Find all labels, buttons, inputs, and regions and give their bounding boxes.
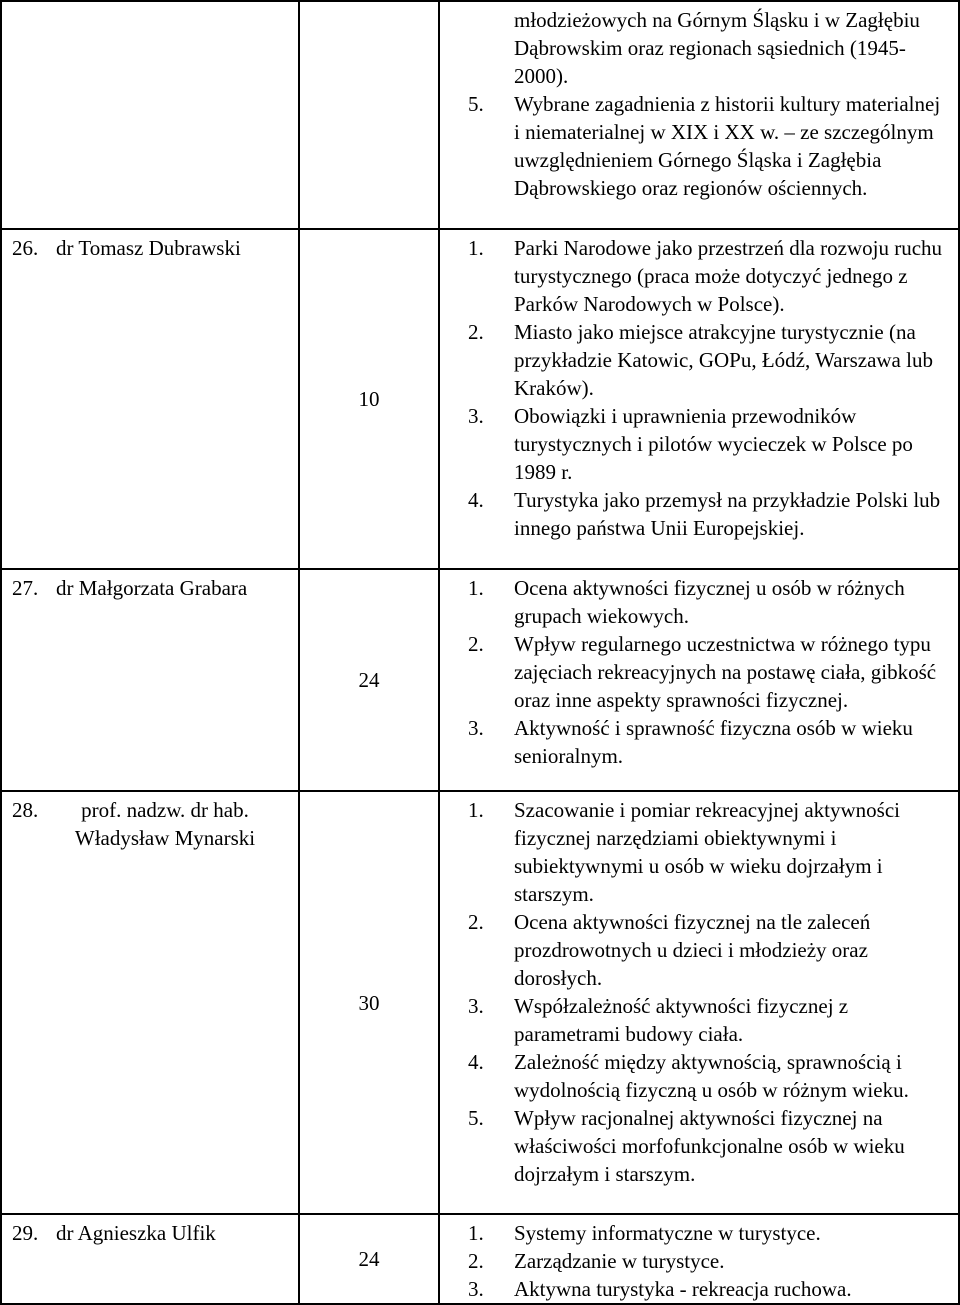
table-row <box>1 229 959 569</box>
topics-cell <box>439 1 959 229</box>
topic-number: 5. <box>468 1106 484 1130</box>
topic-number: 3. <box>468 1277 484 1301</box>
topic-item <box>468 574 950 630</box>
hours-value: 30 <box>358 990 380 1015</box>
supervisor-cell <box>1 229 299 569</box>
topics-cell <box>439 569 959 791</box>
hours-value: 24 <box>358 668 380 692</box>
topic-item <box>468 796 950 908</box>
topic-number: 2. <box>468 910 484 934</box>
topic-text: Wybrane zagadnienia z historii kultury materialnej i niematerialnej w XIX i XX w. – ze szczególnym uwzględnieniem Górnego Śląska i Zagłębia Dąbrowskiego oraz regionów ościennych. <box>514 92 941 200</box>
hours-value: 10 <box>358 387 380 411</box>
topic-item <box>468 1219 950 1247</box>
topic-text: Turystyka jako przemysł na przykładzie Polski lub innego państwa Unii Europejskiej. <box>514 488 941 540</box>
topic-item <box>468 908 950 992</box>
topic-number: 5. <box>468 92 484 116</box>
topic-text: Współzależność aktywności fizycznej z parametrami budowy ciała. <box>514 994 849 1046</box>
hours-value: 24 <box>358 1247 380 1271</box>
topic-text: Szacowanie i pomiar rekreacyjnej aktywności fizycznej narzędziami obiektywnymi i subiektywnymi u osób w wieku dojrzałym i starszym. <box>514 798 901 906</box>
topic-text: Aktywna turystyka - rekreacja ruchowa. <box>514 1277 852 1301</box>
topic-number: 4. <box>468 1050 484 1074</box>
topic-number: 1. <box>468 798 484 822</box>
topic-number: 1. <box>468 576 484 600</box>
supervisor-name: dr Agnieszka Ulfik <box>56 1221 216 1245</box>
topic-text: Obowiązki i uprawnienia przewodników turystycznych i pilotów wycieczek w Polsce po 1989 r. <box>514 404 913 484</box>
topic-continuation: młodzieżowych na Górnym Śląsku i w Zagłębiu Dąbrowskim oraz regionach sąsiednich (1945-2000). <box>514 8 920 88</box>
topic-item <box>468 1048 950 1104</box>
hours-cell <box>299 229 439 569</box>
topic-text: Wpływ racjonalnej aktywności fizycznej na właściwości morfofunkcjonalne osób w wieku dojrzałym i starszym. <box>514 1106 905 1186</box>
topic-text: Systemy informatyczne w turystyce. <box>514 1221 821 1245</box>
topic-number: 1. <box>468 236 484 260</box>
supervisor-cell <box>1 1214 299 1304</box>
row-number: 27. <box>12 576 39 600</box>
supervisor-cell <box>1 1 299 229</box>
topic-item <box>468 486 950 542</box>
topic-text: Ocena aktywności fizycznej u osób w różnych grupach wiekowych. <box>514 576 905 628</box>
row-number: 29. <box>12 1221 39 1245</box>
topic-number: 4. <box>468 488 484 512</box>
table-row <box>1 1214 959 1304</box>
topic-item <box>468 402 950 486</box>
topic-item <box>468 234 950 318</box>
supervisor-cell <box>1 569 299 791</box>
topic-item <box>468 90 950 202</box>
supervisor-cell <box>1 791 299 1214</box>
topic-text: Ocena aktywności fizycznej na tle zaleceń prozdrowotnych u dzieci i młodzieży oraz dorosłych. <box>514 910 871 990</box>
table-row <box>1 791 959 1214</box>
hours-cell <box>299 791 439 1214</box>
topic-text: Zarządzanie w turystyce. <box>514 1249 725 1273</box>
topic-number: 1. <box>468 1221 484 1245</box>
topic-item <box>468 1247 950 1275</box>
topic-item <box>468 992 950 1048</box>
topic-number: 2. <box>468 1249 484 1273</box>
topic-number: 3. <box>468 716 484 740</box>
row-number: 28. <box>12 798 39 822</box>
topic-item <box>468 1275 950 1303</box>
hours-cell <box>299 1214 439 1304</box>
topic-text: Miasto jako miejsce atrakcyjne turystycznie (na przykładzie Katowic, GOPu, Łódź, Warszawa lub Kraków). <box>514 320 933 400</box>
topics-cell <box>439 1214 959 1304</box>
hours-cell <box>299 569 439 791</box>
topics-cell <box>439 791 959 1214</box>
topic-number: 2. <box>468 320 484 344</box>
topic-item <box>468 714 950 770</box>
topic-number: 3. <box>468 994 484 1018</box>
topic-number: 2. <box>468 632 484 656</box>
topic-text: Parki Narodowe jako przestrzeń dla rozwoju ruchu turystycznego (praca może dotyczyć jednego z Parków Narodowych w Polsce). <box>514 236 943 316</box>
supervisor-name: dr Tomasz Dubrawski <box>56 236 241 260</box>
topic-item <box>468 318 950 402</box>
topic-text: Zależność między aktywnością, sprawnością i wydolnością fizyczną u osób w różnym wieku. <box>514 1050 909 1102</box>
supervisor-name: dr Małgorzata Grabara <box>56 576 248 600</box>
row-number: 26. <box>12 236 39 260</box>
topic-text: Wpływ regularnego uczestnictwa w różnego typu zajęciach rekreacyjnych na postawę ciała, gibkość oraz inne aspekty sprawności fizycznej. <box>514 632 937 712</box>
supervisor-name: prof. nadzw. dr hab. Władysław Mynarski <box>74 798 256 850</box>
topic-item <box>468 1104 950 1188</box>
topic-text: Aktywność i sprawność fizyczna osób w wieku senioralnym. <box>514 716 913 768</box>
table-row <box>1 569 959 791</box>
topics-cell <box>439 229 959 569</box>
hours-cell <box>299 1 439 229</box>
topic-number: 3. <box>468 404 484 428</box>
table-row <box>1 1 959 229</box>
topic-item <box>468 630 950 714</box>
